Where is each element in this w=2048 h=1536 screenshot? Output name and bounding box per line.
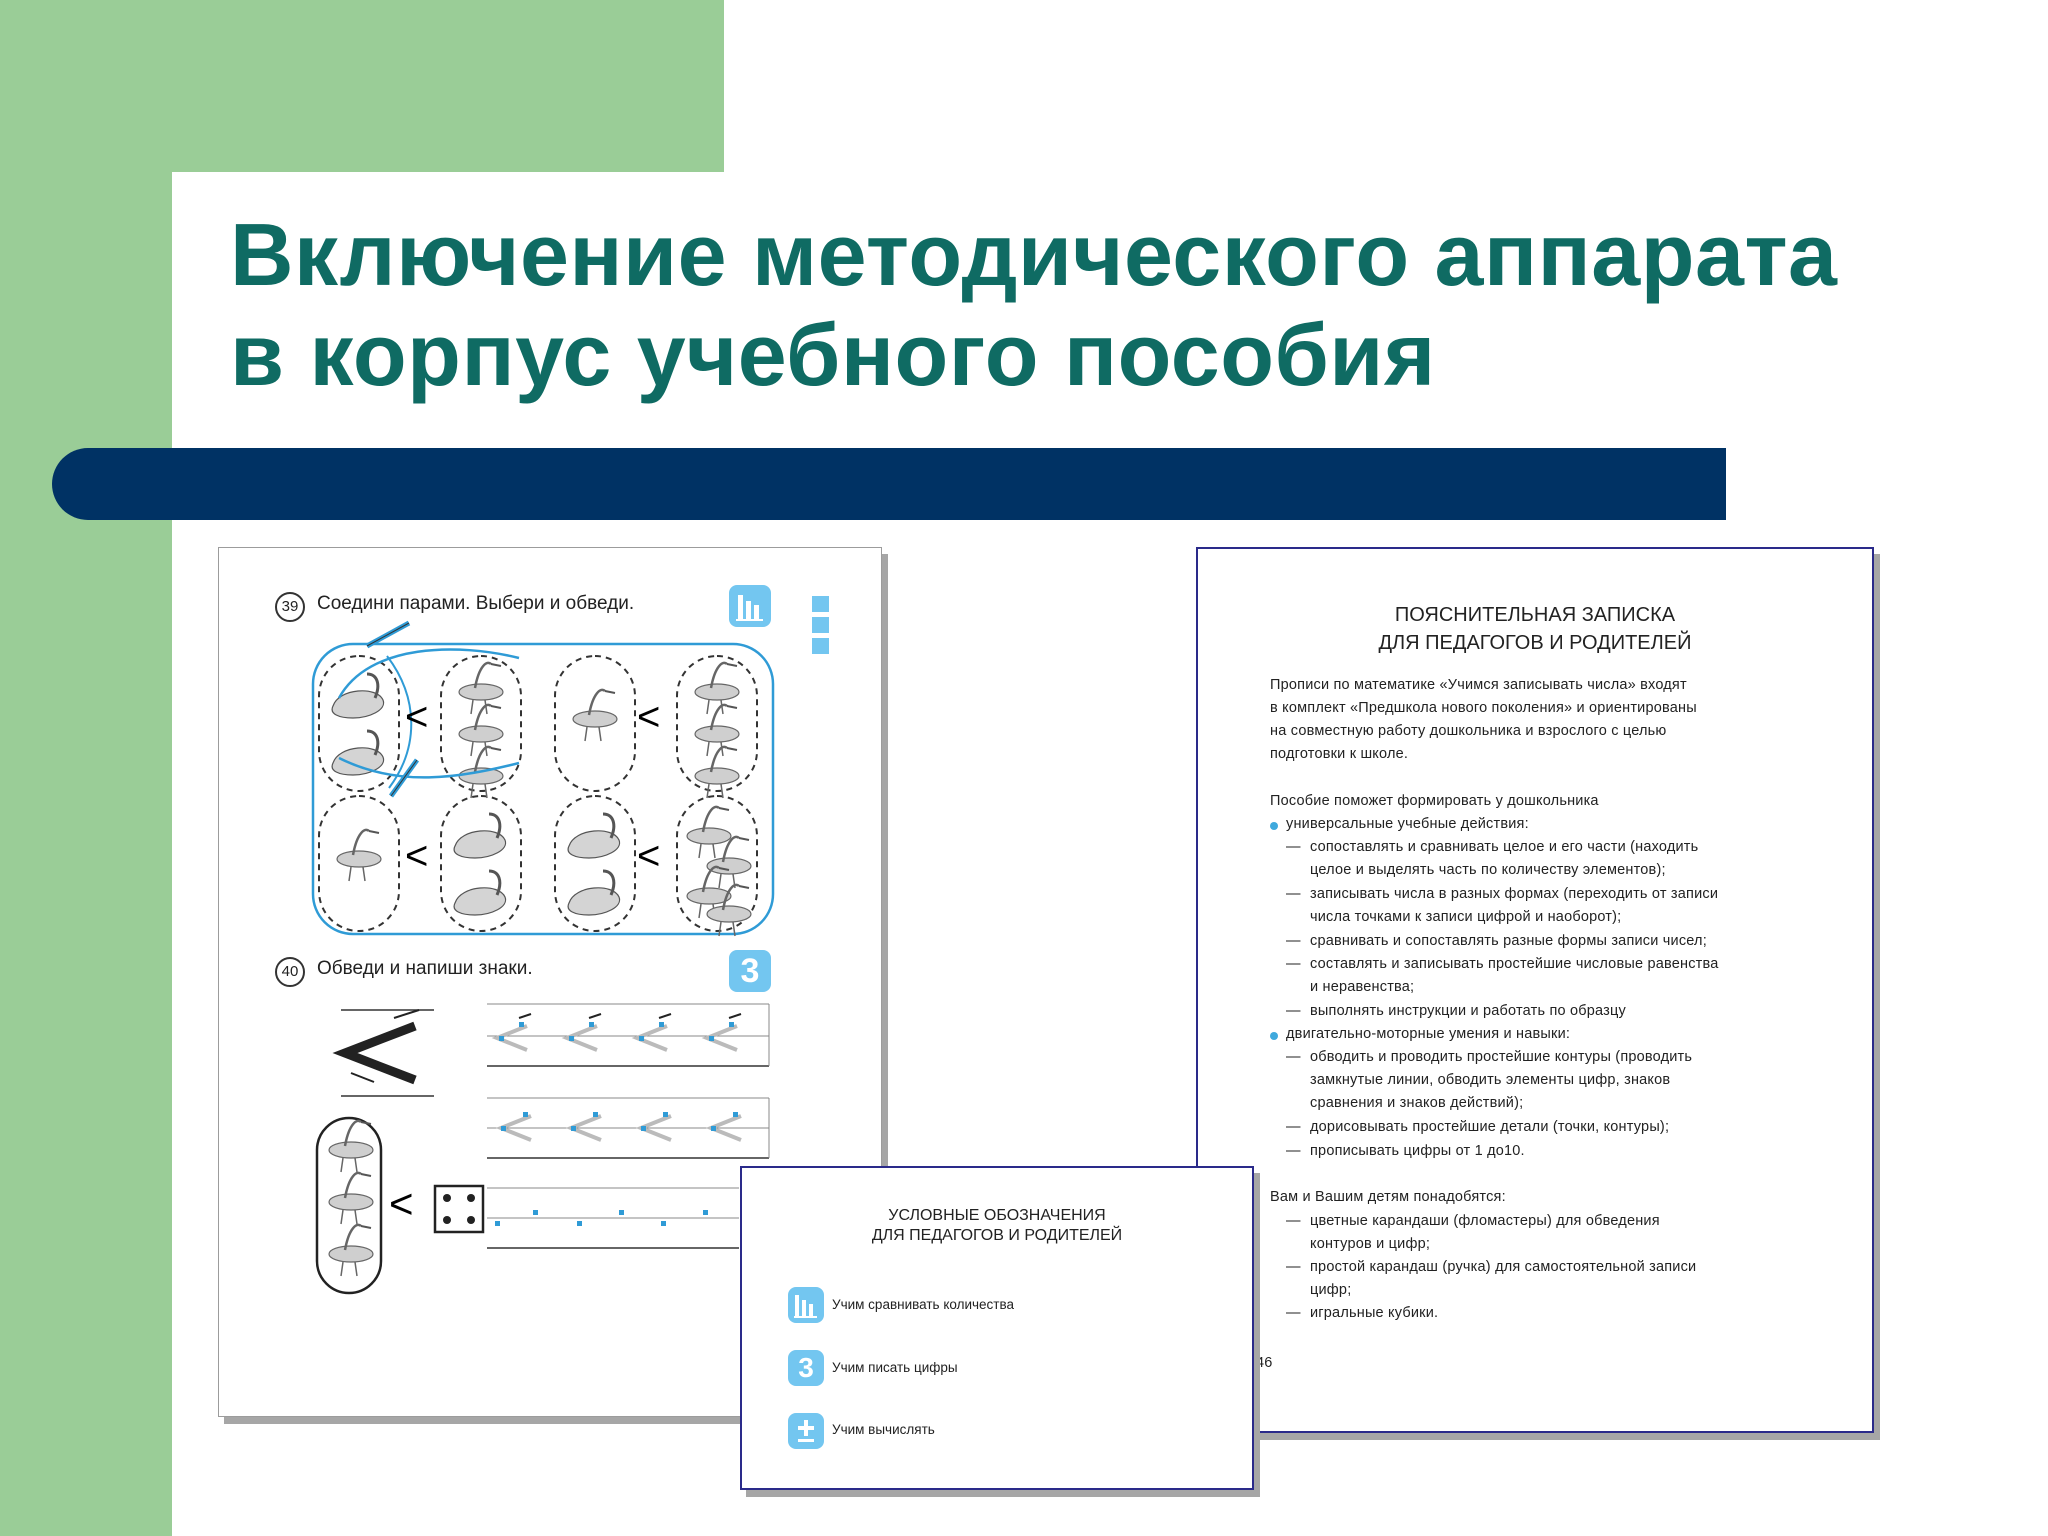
note-dash: — bbox=[1286, 1003, 1301, 1019]
legend-label-compare: Учим сравнивать количества bbox=[832, 1297, 1015, 1312]
digit-three-icon bbox=[788, 1350, 824, 1386]
page-number: 46 bbox=[1256, 1355, 1273, 1371]
note-sub-item: замкнутые линии, обводить элементы цифр, знаков bbox=[1310, 1072, 1671, 1088]
note-paragraph-line: в комплект «Предшкола нового поколения» и ориентированы bbox=[1270, 700, 1697, 716]
note-sub-item: простой карандаш (ручка) для самостоятельной записи bbox=[1310, 1259, 1697, 1275]
note-bullet-item: двигательно-моторные умения и навыки: bbox=[1286, 1026, 1571, 1042]
plus-minus-icon bbox=[788, 1413, 824, 1449]
note-dash: — bbox=[1286, 886, 1301, 902]
note-heading-line-2: ДЛЯ ПЕДАГОГОВ И РОДИТЕЛЕЙ bbox=[1378, 632, 1692, 654]
title-divider-bar bbox=[52, 448, 1726, 520]
green-sidebar-band bbox=[0, 0, 172, 1536]
note-paragraph-line: Прописи по математике «Учимся записывать числа» входят bbox=[1270, 677, 1687, 693]
note-paragraph-line: на совместную работу дошкольника и взрослого с целью bbox=[1270, 723, 1667, 739]
note-dash: — bbox=[1286, 1049, 1301, 1065]
note-bullet-item: универсальные учебные действия: bbox=[1286, 816, 1529, 832]
note-sub-item: сравнения и знаков действий); bbox=[1310, 1095, 1524, 1111]
note-sub-item: выполнять инструкции и работать по образцу bbox=[1310, 1003, 1626, 1019]
note-paragraph-line: подготовки к школе. bbox=[1270, 746, 1409, 762]
compare-sign: < bbox=[637, 695, 661, 739]
note-dash: — bbox=[1286, 1213, 1301, 1229]
legend-label-write-digits: Учим писать цифры bbox=[832, 1360, 958, 1375]
compare-sign: < bbox=[389, 1180, 414, 1227]
note-sub-item: цифр; bbox=[1310, 1282, 1352, 1298]
note-dash: — bbox=[1286, 1259, 1301, 1275]
note-dash: — bbox=[1286, 1119, 1301, 1135]
note-sub-item: и неравенства; bbox=[1310, 979, 1415, 995]
task-40-instruction: Обведи и напиши знаки. bbox=[317, 958, 533, 979]
digit-three-glyph: 3 bbox=[740, 952, 760, 990]
legend-heading-line-2: ДЛЯ ПЕДАГОГОВ И РОДИТЕЛЕЙ bbox=[871, 1227, 1123, 1244]
note-sub-item: целое и выделять часть по количеству элементов); bbox=[1310, 862, 1666, 878]
digit-three-glyph: 3 bbox=[798, 1352, 814, 1383]
note-sub-item: обводить и проводить простейшие контуры (проводить bbox=[1310, 1049, 1693, 1065]
note-sub-item: сравнивать и сопоставлять разные формы записи чисел; bbox=[1310, 933, 1707, 949]
note-sub-item: записывать числа в разных формах (переходить от записи bbox=[1310, 886, 1719, 902]
note-sub-item: числа точками к записи цифрой и наоборот); bbox=[1310, 909, 1622, 925]
task-40-number: 40 bbox=[275, 957, 305, 987]
note-sub-item: сопоставлять и сравнивать целое и его части (находить bbox=[1310, 839, 1699, 855]
list-bullet bbox=[1270, 1032, 1278, 1040]
slide-title-line-2: в корпус учебного пособия bbox=[230, 305, 1436, 404]
note-sub-item: прописывать цифры от 1 до10. bbox=[1310, 1143, 1525, 1159]
task-39-number: 39 bbox=[275, 592, 305, 622]
note-paragraph-line: Вам и Вашим детям понадобятся: bbox=[1270, 1189, 1506, 1205]
note-dash: — bbox=[1286, 933, 1301, 949]
bar-chart-icon bbox=[788, 1287, 824, 1323]
note-paragraph-line: Пособие поможет формировать у дошкольника bbox=[1270, 793, 1599, 809]
list-bullet bbox=[1270, 822, 1278, 830]
note-sub-item: контуров и цифр; bbox=[1310, 1236, 1431, 1252]
note-dash: — bbox=[1286, 1143, 1301, 1159]
slide-title-line-1: Включение методического аппарата bbox=[230, 205, 1838, 304]
note-dash: — bbox=[1286, 1305, 1301, 1321]
note-sub-item: игральные кубики. bbox=[1310, 1305, 1439, 1321]
note-sub-item: цветные карандаши (фломастеры) для обведения bbox=[1310, 1213, 1660, 1229]
note-dash: — bbox=[1286, 956, 1301, 972]
green-top-band bbox=[0, 0, 724, 172]
note-heading-line-1: ПОЯСНИТЕЛЬНАЯ ЗАПИСКА bbox=[1394, 604, 1676, 626]
legend-label-calculate: Учим вычислять bbox=[832, 1422, 935, 1437]
slide-title bbox=[230, 205, 1990, 405]
legend-page bbox=[740, 1166, 1254, 1490]
note-sub-item: составлять и записывать простейшие числовые равенства bbox=[1310, 956, 1719, 972]
note-sub-item: дорисовывать простейшие детали (точки, контуры); bbox=[1310, 1119, 1670, 1135]
compare-sign: < bbox=[405, 834, 429, 878]
compare-sign: < bbox=[637, 834, 661, 878]
compare-sign: < bbox=[405, 695, 429, 739]
legend-heading-line-1: УСЛОВНЫЕ ОБОЗНАЧЕНИЯ bbox=[888, 1207, 1106, 1224]
note-dash: — bbox=[1286, 839, 1301, 855]
task-39-instruction: Соедини парами. Выбери и обведи. bbox=[317, 593, 635, 614]
explanatory-note-page bbox=[1196, 547, 1874, 1433]
